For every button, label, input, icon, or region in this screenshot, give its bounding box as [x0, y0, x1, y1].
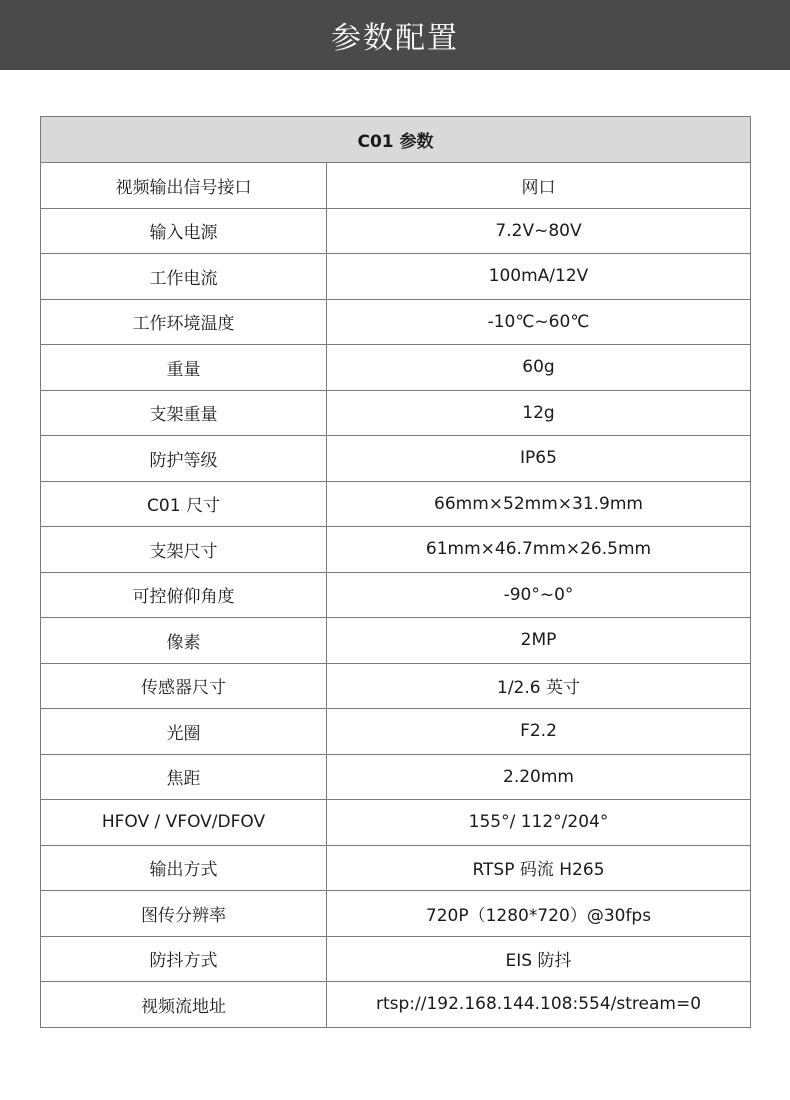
spec-label: 视频流地址 [41, 982, 327, 1028]
table-row [41, 800, 751, 846]
page-header [0, 0, 790, 70]
spec-value: 2.20mm [327, 754, 751, 800]
spec-label: 焦距 [41, 754, 327, 800]
spec-label: 防护等级 [41, 436, 327, 482]
spec-value: 网口 [327, 163, 751, 209]
spec-label: HFOV / VFOV/DFOV [41, 800, 327, 846]
spec-value: 60g [327, 345, 751, 391]
table-row [41, 163, 751, 209]
spec-label: 像素 [41, 618, 327, 664]
table-row [41, 891, 751, 937]
spec-label: 图传分辨率 [41, 891, 327, 937]
spec-value: 7.2V~80V [327, 208, 751, 254]
table-row [41, 754, 751, 800]
table-row [41, 481, 751, 527]
table-row [41, 527, 751, 573]
spec-label: 光圈 [41, 709, 327, 755]
spec-label: 支架尺寸 [41, 527, 327, 573]
spec-label: 重量 [41, 345, 327, 391]
spec-value: 12g [327, 390, 751, 436]
spec-value: IP65 [327, 436, 751, 482]
spec-value: 1/2.6 英寸 [327, 663, 751, 709]
table-row [41, 709, 751, 755]
spec-label: 可控俯仰角度 [41, 572, 327, 618]
spec-value: EIS 防抖 [327, 936, 751, 982]
spec-value: rtsp://192.168.144.108:554/stream=0 [327, 982, 751, 1028]
table-row [41, 254, 751, 300]
spec-label: 输出方式 [41, 845, 327, 891]
spec-value: RTSP 码流 H265 [327, 845, 751, 891]
table-header-row [41, 117, 751, 163]
spec-label: 工作环境温度 [41, 299, 327, 345]
spec-value: -90°~0° [327, 572, 751, 618]
table-row [41, 982, 751, 1028]
spec-value: 61mm×46.7mm×26.5mm [327, 527, 751, 573]
spec-value: -10℃~60℃ [327, 299, 751, 345]
table-caption: C01 参数 [41, 117, 751, 163]
spec-value: 2MP [327, 618, 751, 664]
spec-value: 100mA/12V [327, 254, 751, 300]
page-title: 参数配置 [331, 21, 459, 56]
table-row [41, 845, 751, 891]
spec-label: 工作电流 [41, 254, 327, 300]
table-row [41, 572, 751, 618]
spec-value: 720P（1280*720）@30fps [327, 891, 751, 937]
table-row [41, 618, 751, 664]
table-row [41, 299, 751, 345]
spec-label: 防抖方式 [41, 936, 327, 982]
table-row [41, 436, 751, 482]
spec-value: F2.2 [327, 709, 751, 755]
table-row [41, 345, 751, 391]
table-row [41, 663, 751, 709]
spec-value: 155°/ 112°/204° [327, 800, 751, 846]
spec-table [40, 116, 751, 1028]
table-row [41, 936, 751, 982]
spec-label: 支架重量 [41, 390, 327, 436]
table-row [41, 390, 751, 436]
spec-label: 视频输出信号接口 [41, 163, 327, 209]
spec-label: C01 尺寸 [41, 481, 327, 527]
spec-label: 传感器尺寸 [41, 663, 327, 709]
table-row [41, 208, 751, 254]
spec-value: 66mm×52mm×31.9mm [327, 481, 751, 527]
table-body [41, 163, 751, 1028]
spec-label: 输入电源 [41, 208, 327, 254]
